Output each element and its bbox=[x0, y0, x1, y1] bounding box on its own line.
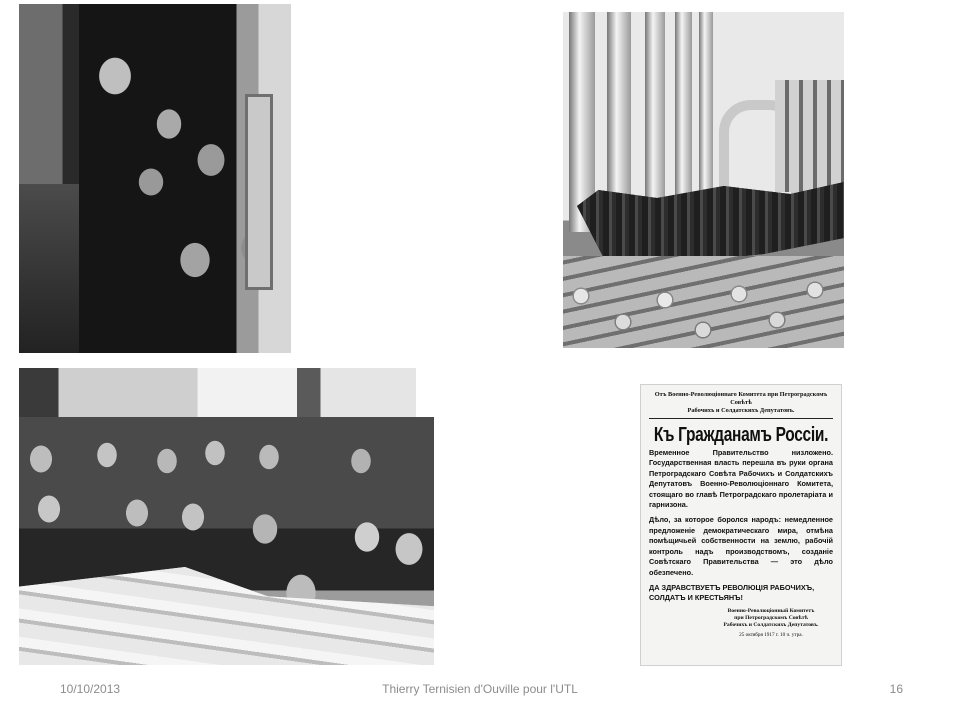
proclamation-poster bbox=[640, 384, 842, 666]
log-pile bbox=[563, 256, 844, 348]
poster-slogan: ДА ЗДРАВСТВУЕТЪ РЕВОЛЮЦІЯ РАБОЧИХЪ, СОЛДАТЪ И КРЕСТЬЯНЪ! bbox=[649, 582, 815, 603]
photo-train-window bbox=[19, 4, 291, 353]
building bbox=[775, 80, 844, 192]
poster-signature: Военно-Революціонный Комитетъ при Петроградскомъ Совѣтѣ Рабочихъ и Солдатскихъ Депутатовъ. bbox=[723, 607, 819, 628]
poster-paragraph-2: Дѣло, за которое боролся народъ: немедленное предложеніе демократическаго мира, отмѣна помѣщичьей собственности на землю, рабочій контроль надъ производствомъ, созданіе Совѣтскаго Правительства — это дѣло обезпечено. bbox=[649, 515, 833, 577]
window-frame bbox=[245, 94, 273, 290]
poster-date: 25 октября 1917 г. 10 ч. утра. bbox=[739, 631, 803, 638]
footer-page-number: 16 bbox=[889, 682, 903, 696]
train-car-side bbox=[19, 184, 79, 353]
poster-header: Отъ Военно-Революціоннаго Комитета при Петроградскомъ Совѣтѣ Рабочихъ и Солдатскихъ Депутатовъ. bbox=[649, 391, 833, 419]
photo-palace-storming bbox=[563, 12, 844, 348]
table-papers bbox=[19, 567, 434, 665]
footer-date: 10/10/2013 bbox=[60, 682, 121, 696]
poster-paragraph-1: Временное Правительство низложено. Государственная власть перешла въ руки органа Петроградскаго Совѣта Рабочихъ и Солдатскихъ Депутатовъ Военно-Революціоннаго Комитета, стоящаго во главѣ Петроградскаго пролетаріата и гарнизона. bbox=[649, 447, 833, 510]
soldiers-crowd bbox=[577, 182, 844, 262]
photo-meeting-table bbox=[19, 417, 434, 665]
poster-title: Къ Гражданамъ Россіи. bbox=[653, 423, 829, 446]
footer-author: Thierry Ternisien d'Ouville pour l'UTL bbox=[382, 682, 578, 696]
